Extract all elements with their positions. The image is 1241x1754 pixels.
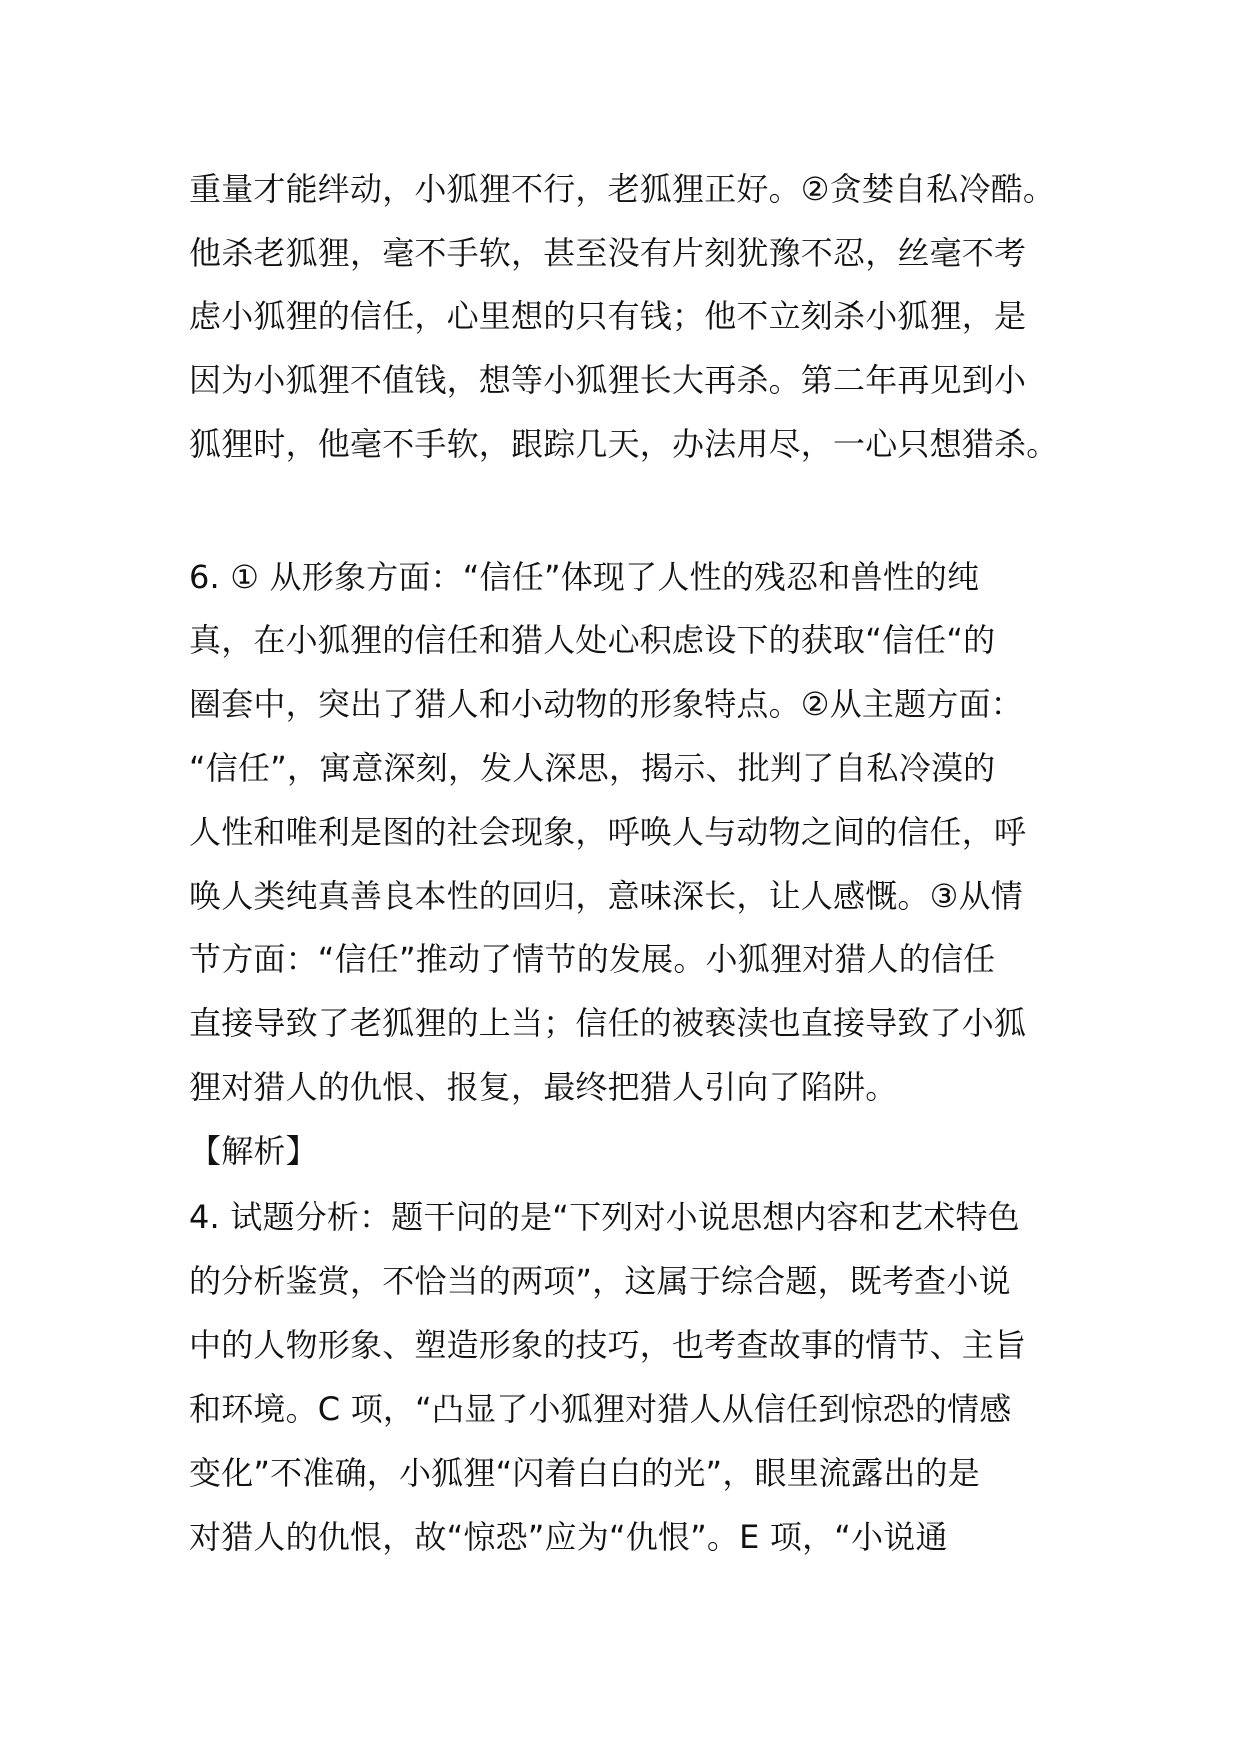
analysis-4-line-3: 中的人物形象、塑造形象的技巧，也考查故事的情节、主旨: [189, 1326, 1027, 1364]
answer-6-line-7: 节方面：“信任”推动了情节的发展。小狐狸对猎人的信任: [189, 940, 996, 978]
text-line-1: 重量才能绊动，小狐狸不行，老狐狸正好。②贪婪自私冷酷。: [189, 170, 1056, 208]
text-line-5: 狐狸时，他毫不手软，跟踪几天，办法用尽，一心只想猎杀。: [189, 425, 1059, 463]
text-line-2: 他杀老狐狸，毫不手软，甚至没有片刻犹豫不忍，丝毫不考: [189, 234, 1027, 272]
analysis-heading: 【解析】: [189, 1132, 318, 1170]
analysis-4-line-1: 4. 试题分析：题干问的是“下列对小说思想内容和艺术特色: [189, 1198, 1020, 1236]
answer-6-line-1: 6. ① 从形象方面：“信任”体现了人性的残忍和兽性的纯: [189, 558, 980, 596]
answer-6-line-6: 唤人类纯真善良本性的回归，意味深长，让人感慨。③从情: [189, 877, 1023, 915]
text-line-3: 虑小狐狸的信任，心里想的只有钱；他不立刻杀小狐狸，是: [189, 297, 1027, 335]
analysis-4-line-5: 变化”不准确，小狐狸“闪着白白的光”，眼里流露出的是: [189, 1454, 980, 1492]
analysis-4-line-6: 对猎人的仇恨，故“惊恐”应为“仇恨”。E 项，“小说通: [189, 1518, 948, 1556]
answer-6-line-2: 真，在小狐狸的信任和猎人处心积虑设下的获取“信任“的: [189, 621, 996, 659]
text-line-4: 因为小狐狸不值钱，想等小狐狸长大再杀。第二年再见到小: [189, 361, 1027, 399]
analysis-4-line-4: 和环境。C 项，“凸显了小狐狸对猎人从信任到惊恐的情感: [189, 1390, 1012, 1428]
answer-6-line-5: 人性和唯利是图的社会现象，呼唤人与动物之间的信任，呼: [189, 813, 1027, 851]
answer-6-line-9: 狸对猎人的仇恨、报复，最终把猎人引向了陷阱。: [189, 1068, 898, 1106]
answer-6-line-8: 直接导致了老狐狸的上当；信任的被亵渎也直接导致了小狐: [189, 1004, 1027, 1042]
answer-6-line-4: “信任”，寓意深刻，发人深思，揭示、批判了自私冷漠的: [189, 749, 996, 787]
analysis-4-line-2: 的分析鉴赏，不恰当的两项”，这属于综合题，既考查小说: [189, 1262, 1011, 1300]
answer-6-line-3: 圈套中，突出了猎人和小动物的形象特点。②从主题方面：: [189, 685, 1023, 723]
